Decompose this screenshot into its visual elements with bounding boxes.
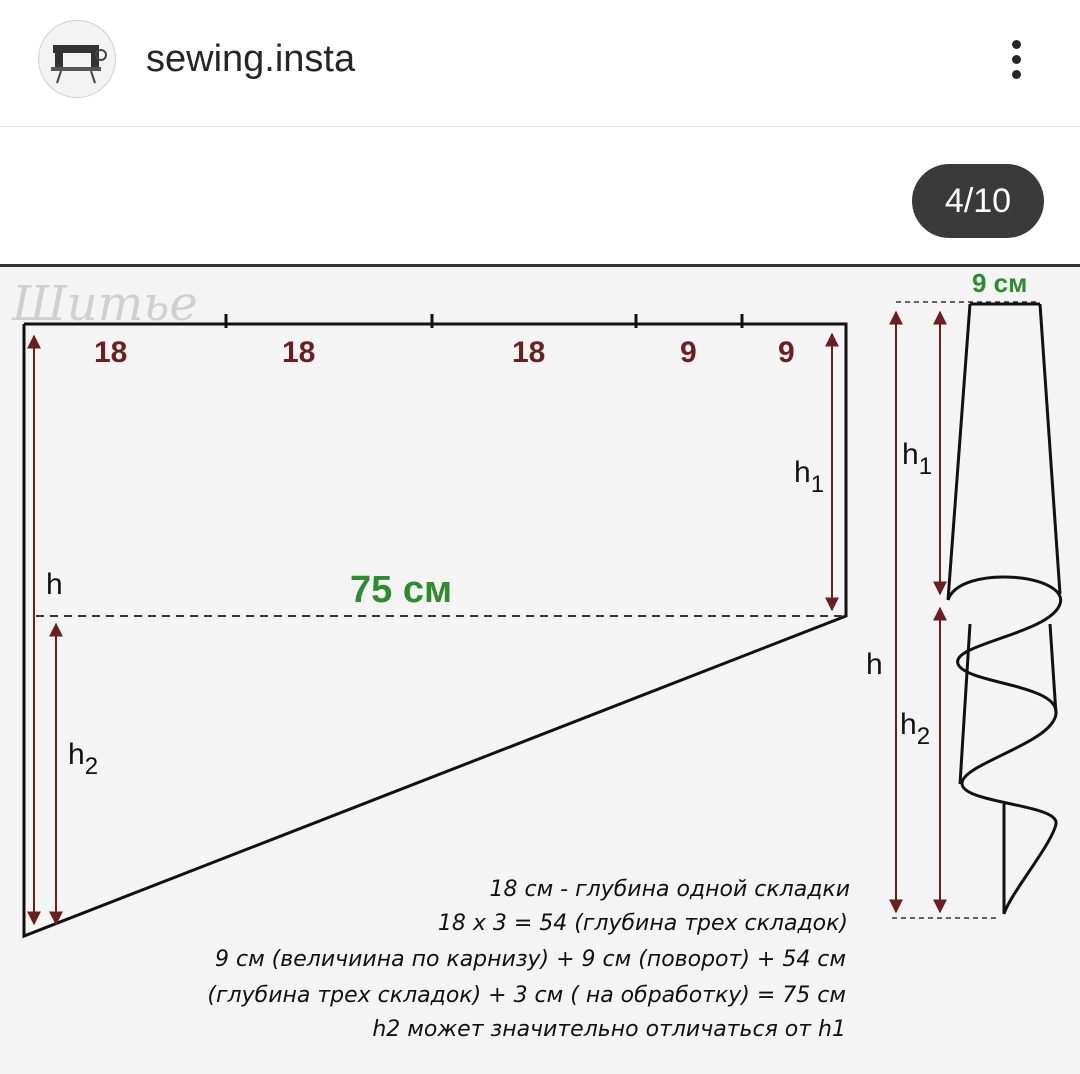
post-header — [0, 0, 1080, 127]
side-h1-label: h — [902, 438, 919, 471]
width-label: 75 см — [350, 569, 453, 611]
side-h2-subscript: 2 — [916, 723, 931, 750]
side-h-label: h — [866, 648, 883, 681]
watermark: Шитье — [12, 276, 198, 332]
side-width-label: 9 см — [972, 268, 1028, 298]
curtain-pattern-diagram — [0, 264, 1080, 1074]
segment-label: 9 — [680, 336, 697, 369]
carousel-counter: 4/10 — [912, 164, 1044, 238]
avatar[interactable] — [38, 20, 116, 98]
side-h1-subscript: 1 — [918, 453, 933, 480]
segment-label: 18 — [512, 336, 546, 369]
left-h2-label: h — [68, 738, 85, 771]
note-line: 18 см - глубина одной складки — [489, 877, 850, 902]
note-line: h2 может значительно отличаться от h1 — [372, 1017, 846, 1042]
segment-label: 18 — [282, 336, 316, 369]
segment-label: 9 — [778, 336, 795, 369]
segment-label: 18 — [94, 336, 128, 369]
left-h-label: h — [46, 568, 63, 601]
note-line: 18 х 3 = 54 (глубина трех складок) — [437, 911, 848, 936]
right-h1-label: h — [794, 456, 811, 489]
side-h2-label: h — [900, 708, 917, 741]
username[interactable]: sewing.insta — [146, 38, 356, 80]
sewing-machine-icon — [39, 21, 115, 97]
left-h2-subscript: 2 — [84, 753, 99, 780]
right-h1-subscript: 1 — [810, 471, 825, 498]
post-image[interactable] — [0, 264, 1080, 1074]
more-options-icon[interactable] — [996, 36, 1036, 84]
note-line: 9 см (величиина по карнизу) + 9 см (поворот) + 54 см — [215, 947, 846, 972]
note-line: (глубина трех складок) + 3 см ( на обработку) = 75 см — [207, 983, 846, 1008]
